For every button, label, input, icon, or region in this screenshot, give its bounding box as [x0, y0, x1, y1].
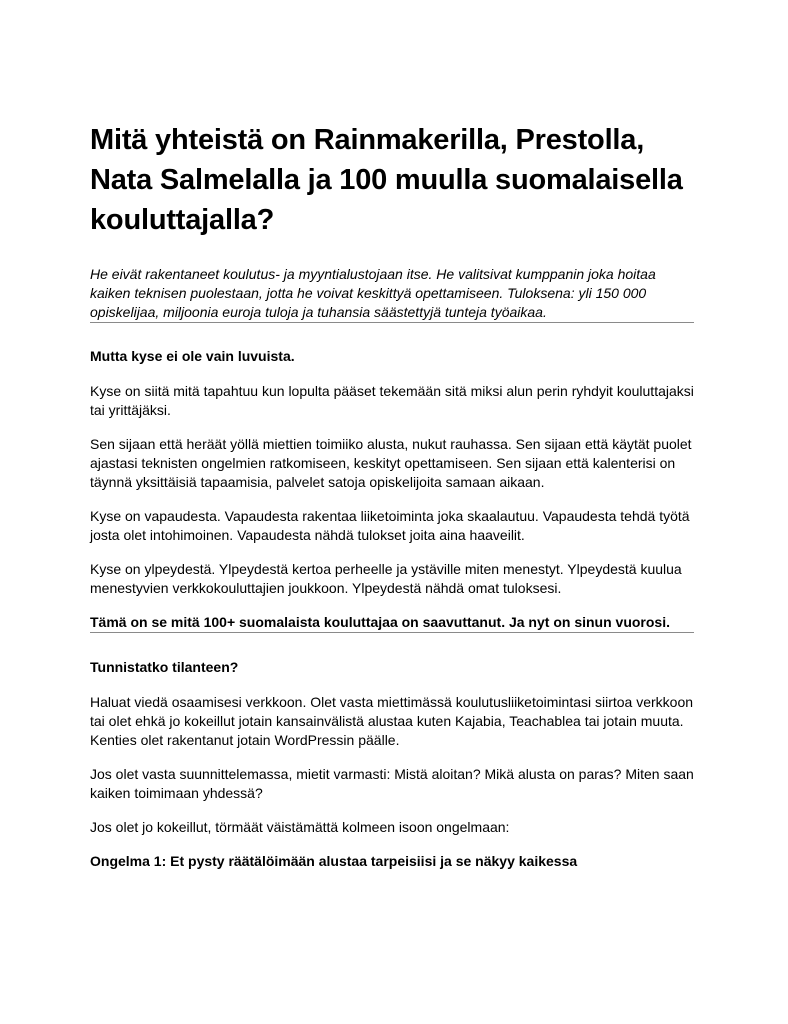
section-2-paragraph: Jos olet vasta suunnittelemassa, mietit varmasti: Mistä aloitan? Mikä alusta on paras? Miten saan kaiken toimimaan yhdessä? [90, 766, 694, 801]
lead-paragraph: He eivät rakentaneet koulutus- ja myyntialustojaan itse. He valitsivat kumppanin joka hoitaa kaiken teknisen puolestaan, jotta he voivat keskittyä opettamiseen. Tuloksena: yli 150 000 opiskelijaa, miljoonia euroja tuloja ja tuhansia säästettyjä tunteja työaikaa. [90, 266, 656, 320]
section-divider [90, 322, 694, 323]
section-divider [90, 632, 694, 633]
problem-1-heading: Ongelma 1: Et pysty räätälöimään alustaa tarpeisiisi ja se näkyy kaikessa [90, 853, 578, 869]
section-1-title: Mutta kyse ei ole vain luvuista. [90, 348, 295, 364]
section-1-paragraph: Kyse on vapaudesta. Vapaudesta rakentaa liiketoiminta joka skaalautuu. Vapaudesta tehdä työtä josta olet intohimoinen. Vapaudesta nähdä tulokset joita aina haaveilit. [90, 508, 690, 543]
section-1-paragraph: Kyse on ylpeydestä. Ylpeydestä kertoa perheelle ja ystäville miten menestyt. Ylpeydestä kuulua menestyvien verkkokouluttajien joukkoon. Ylpeydestä nähdä omat tuloksesi. [90, 561, 682, 596]
section-2-title: Tunnistatko tilanteen? [90, 659, 239, 675]
section-2-paragraph: Haluat viedä osaamisesi verkkoon. Olet vasta miettimässä koulutusliiketoimintasi siirtoa verkkoon tai olet ehkä jo kokeillut jotain kansainvälistä alustaa kuten Kajabia, Teachablea tai jotain muuta. Kenties olet rakentanut jotain WordPressin päälle. [90, 694, 694, 748]
section-1-closing: Tämä on se mitä 100+ suomalaista kouluttajaa on saavuttanut. Ja nyt on sinun vuorosi. [90, 614, 670, 630]
page-title: Mitä yhteistä on Rainmakerilla, Prestolla, Nata Salmelalla ja 100 muulla suomalaisella kouluttajalla? [90, 124, 683, 236]
section-1-paragraph: Sen sijaan että heräät yöllä miettien toimiiko alusta, nukut rauhassa. Sen sijaan että käytät puolet ajastasi teknisten ongelmien ratkomiseen, keskityt opettamiseen. Sen sijaan että kalenterisi on täynnä yksittäisiä tapaamisia, palvelet satoja opiskelijoita samaan aikaan. [90, 436, 692, 490]
section-2-paragraph: Jos olet jo kokeillut, törmäät väistämättä kolmeen isoon ongelmaan: [90, 819, 510, 835]
section-1-paragraph: Kyse on siitä mitä tapahtuu kun lopulta pääset tekemään sitä miksi alun perin ryhdyit kouluttajaksi tai yrittäjäksi. [90, 383, 694, 418]
document-page [90, 120, 696, 871]
